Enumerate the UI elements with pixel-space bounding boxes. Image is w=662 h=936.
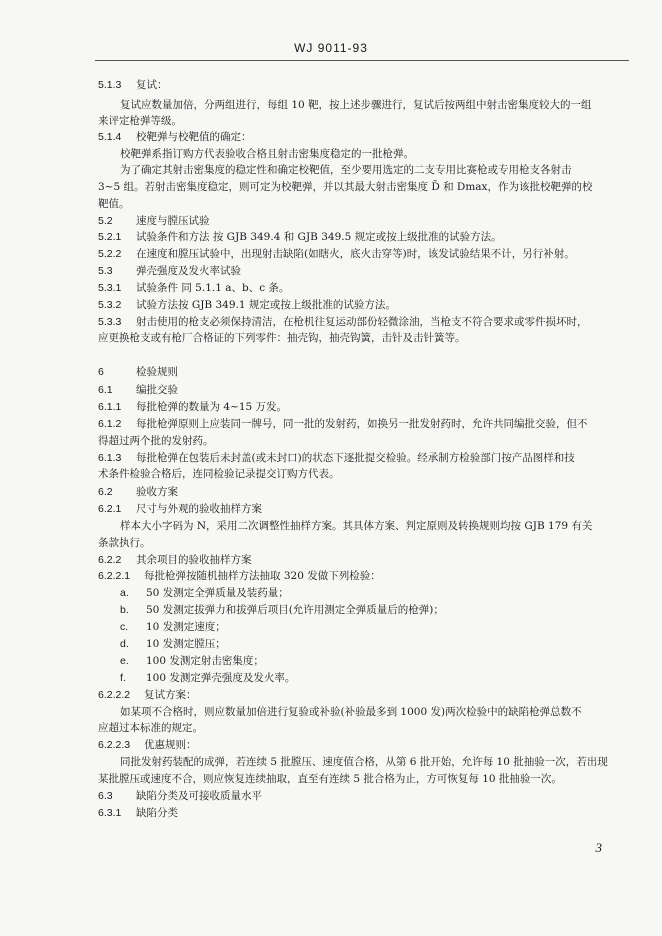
clause-number: 6.2.2.3	[98, 739, 131, 751]
clause-number: 6.2.1	[98, 503, 122, 515]
header-rule	[95, 60, 629, 61]
clause-line	[98, 281, 632, 295]
clause-number: 5.1.3	[98, 79, 122, 91]
clause-text: 复试应数量加倍，分两组进行，每组 10 靶，按上述步骤进行，复试后按两组中射击密集度较大的一组	[120, 99, 592, 111]
clause-text: 速度与膛压试验	[136, 215, 210, 227]
clause-number: 5.3.2	[98, 299, 122, 311]
clause-text: 3~5 组。若射击密集度稳定，则可定为校靶弹，并以其最大射击密集度 D̄ 和 Dmax，作为该批校靶弹的校	[98, 181, 593, 193]
list-item	[120, 671, 654, 685]
clause-number: 6.3	[98, 790, 113, 802]
clause-line	[98, 451, 632, 465]
paragraph-line	[98, 772, 632, 786]
clause-text: 如某项不合格时，则应数量加倍进行复验或补验(补验最多到 1000 发)两次检验中的缺陷枪弹总数不	[120, 706, 582, 718]
clause-text: 50 发测定拔弹力和拔弹后项目(允许用测定全弹质量后的枪弹)；	[146, 604, 444, 616]
clause-number: 6.1.1	[98, 401, 122, 413]
clause-line	[98, 130, 632, 144]
clause-text: 每批枪弹按随机抽样方法抽取 320 发做下列检验：	[144, 570, 381, 582]
paragraph-line	[98, 536, 632, 550]
clause-text: 尺寸与外观的验收抽样方案	[136, 503, 262, 515]
clause-text: 100 发测定弹壳强度及发火率。	[146, 672, 296, 684]
paragraph-line	[98, 721, 632, 735]
clause-number: 6.2.2	[98, 554, 122, 566]
clause-text: 同批发射药装配的成弹，若连续 5 批膛压、速度值合格，从第 6 批开始，允许每 10 批抽验一次，若出现	[120, 756, 608, 768]
clause-text: 复试：	[136, 79, 168, 91]
clause-number: 6.2	[98, 486, 113, 498]
clause-line	[98, 247, 632, 261]
clause-text: 校靶弹系指订购方代表验收合格且射击密集度稳定的一批枪弹。	[120, 148, 414, 160]
clause-text: 每批枪弹在包装后未封盖(或未封口)的状态下逐批提交检验。经承制方检验部门按产品图样和技	[136, 452, 575, 464]
clause-line	[98, 400, 632, 414]
clause-line	[98, 485, 632, 499]
clause-text: 试验条件和方法 按 GJB 349.4 和 GJB 349.5 规定或按上级批准的试验方法。	[136, 231, 502, 243]
clause-line	[98, 553, 632, 567]
list-item	[120, 654, 654, 668]
clause-text: 条款执行。	[98, 537, 151, 549]
clause-text: 应超过本标准的规定。	[98, 722, 203, 734]
clause-line	[98, 78, 632, 92]
paragraph-line	[98, 467, 632, 481]
clause-line	[98, 264, 632, 278]
clause-text: 在速度和膛压试验中，出现射击缺陷(如瞎火，底火击穿等)时，该发试验结果不计，另行补射。	[136, 248, 575, 260]
clause-number: b.	[120, 604, 129, 616]
paragraph-line	[120, 705, 654, 719]
clause-number: 6.1.3	[98, 452, 122, 464]
clause-number: 5.1.4	[98, 131, 122, 143]
clause-line	[98, 298, 632, 312]
paragraph-line	[120, 163, 654, 177]
page-number: 3	[595, 840, 602, 855]
clause-line	[98, 230, 632, 244]
paragraph-line	[98, 197, 632, 211]
clause-text: 样本大小字码为 N，采用二次调整性抽样方案。其具体方案、判定原则及转换规则均按 GJB 179 有关	[120, 520, 593, 532]
clause-number: d.	[120, 638, 129, 650]
clause-text: 编批交验	[136, 384, 178, 396]
paragraph-line	[120, 147, 654, 161]
clause-text: 为了确定其射击密集度的稳定性和确定校靶值，至少要用选定的二支专用比赛枪或专用枪支各射击	[120, 164, 572, 176]
clause-number: 5.3	[98, 265, 113, 277]
clause-text: 检验规则	[136, 366, 178, 378]
paragraph-line	[98, 331, 632, 345]
clause-text: 100 发测定射击密集度；	[146, 655, 264, 667]
clause-line	[98, 738, 632, 752]
paragraph-line	[98, 114, 632, 128]
clause-text: 缺陷分类及可接收质量水平	[136, 790, 262, 802]
clause-text: 10 发测定速度；	[146, 621, 226, 633]
clause-line	[98, 214, 632, 228]
clause-number: 6.1.2	[98, 418, 122, 430]
list-item	[120, 586, 654, 600]
clause-line	[98, 383, 632, 397]
clause-text: 优惠规则：	[144, 739, 197, 751]
list-item	[120, 620, 654, 634]
list-item	[120, 603, 654, 617]
clause-text: 复试方案：	[144, 689, 197, 701]
clause-number: 5.2.1	[98, 231, 122, 243]
clause-text: 应更换枪支或有枪厂合格证的下列零件：抽壳钩，抽壳钩簧，击针及击针簧等。	[98, 332, 466, 344]
paragraph-line	[120, 755, 654, 769]
clause-number: 5.3.3	[98, 316, 122, 328]
clause-text: 50 发测定全弹质量及装药量；	[146, 587, 289, 599]
clause-text: 每批枪弹的数量为 4~15 万发。	[136, 401, 288, 413]
clause-line	[98, 502, 632, 516]
clause-text: 来评定枪弹等级。	[98, 115, 182, 127]
clause-number: 6.3.1	[98, 807, 122, 819]
clause-text: 射击使用的枪支必须保持清洁，在枪机往复运动部份轻微涂油，当枪支不符合要求或零件损坏时，	[136, 316, 588, 328]
clause-text: 靶值。	[98, 198, 130, 210]
clause-number: f.	[120, 672, 126, 684]
clause-text: 试验方法按 GJB 349.1 规定或按上级批准的试验方法。	[136, 299, 396, 311]
clause-text: 缺陷分类	[136, 807, 178, 819]
clause-line	[98, 315, 632, 329]
paragraph-line	[98, 434, 632, 448]
paragraph-line	[120, 98, 654, 112]
clause-number: 5.2	[98, 215, 113, 227]
clause-text: 得超过两个批的发射药。	[98, 435, 214, 447]
clause-number: c.	[120, 621, 129, 633]
clause-number: e.	[120, 655, 129, 667]
paragraph-line	[98, 180, 632, 194]
clause-line	[98, 569, 632, 583]
clause-number: 6.2.2.1	[98, 570, 131, 582]
clause-line	[98, 365, 632, 379]
clause-number: a.	[120, 587, 129, 599]
clause-number: 6.2.2.2	[98, 689, 131, 701]
clause-line	[98, 417, 632, 431]
clause-text: 验收方案	[136, 486, 178, 498]
clause-text: 某批膛压或速度不合，则应恢复连续抽取，直至有连续 5 批合格为止，方可恢复每 10 批抽验一次。	[98, 773, 562, 785]
clause-line	[98, 806, 632, 820]
clause-text: 校靶弹与校靶值的确定：	[136, 131, 252, 143]
clause-line	[98, 789, 632, 803]
clause-text: 术条件检验合格后，连同检验记录提交订购方代表。	[98, 468, 340, 480]
paragraph-line	[120, 519, 654, 533]
clause-line	[98, 688, 632, 702]
standard-code-header: WJ 9011-93	[294, 41, 368, 55]
clause-number: 5.3.1	[98, 282, 122, 294]
clause-number: 6	[98, 366, 104, 378]
clause-number: 6.1	[98, 384, 113, 396]
clause-text: 试验条件 同 5.1.1 a、b、c 条。	[136, 282, 290, 294]
list-item	[120, 637, 654, 651]
clause-number: 5.2.2	[98, 248, 122, 260]
clause-text: 其余项目的验收抽样方案	[136, 554, 252, 566]
clause-text: 弹壳强度及发火率试验	[136, 265, 241, 277]
clause-text: 10 发测定膛压；	[146, 638, 226, 650]
clause-text: 每批枪弹原则上应装同一牌号，同一批的发射药，如换另一批发射药时，允许共同编批交验，但不	[136, 418, 588, 430]
